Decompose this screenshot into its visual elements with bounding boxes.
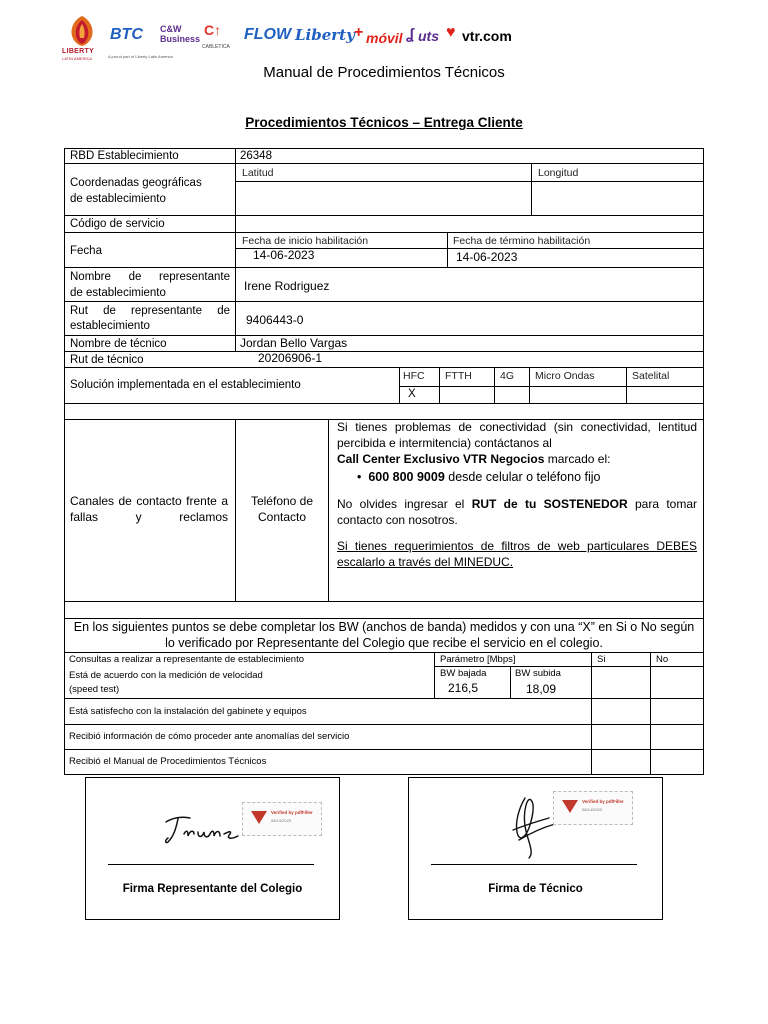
option-satelital: Satelital xyxy=(632,370,670,382)
bw-instructions: En los siguientes puntos se debe completar los BW (anchos de banda) medidos y con una “X” en Si o No según lo verificado por Representante del Colegio que recibe el servicio en el colegio. xyxy=(73,620,695,650)
pdffiller-icon xyxy=(562,800,578,813)
flow-logo: FLOW xyxy=(244,26,292,43)
coords-label-line1: Coordenadas geográficas xyxy=(70,177,202,189)
fecha-termino-value: 14-06-2023 xyxy=(456,250,518,264)
coords-label-line2: de establecimiento xyxy=(70,193,166,205)
ftth-checkbox[interactable] xyxy=(440,387,493,402)
parametro-header: Parámetro [Mbps] xyxy=(440,654,516,665)
movil-logo: móvil xyxy=(366,30,403,46)
fecha-label: Fecha xyxy=(70,245,102,257)
fecha-inicio-label: Fecha de inicio habilitación xyxy=(242,235,369,247)
rut-tecnico-label: Rut de técnico xyxy=(70,354,144,366)
option-hfc: HFC xyxy=(403,370,425,382)
q1-line2: (speed test) xyxy=(69,684,120,695)
stamp-text-left: Verified by pdfFiller xyxy=(271,810,313,815)
bw-bajada-label: BW bajada xyxy=(440,668,487,679)
contact-p2-end: para tomar contacto con nosotros. xyxy=(337,497,697,527)
satelital-checkbox[interactable] xyxy=(627,387,702,402)
codigo-servicio-field[interactable] xyxy=(236,216,702,231)
telefono-label: Teléfono de Contacto xyxy=(250,494,314,524)
signature-label-tecnico: Firma de Técnico xyxy=(488,883,583,895)
rbd-value: 26348 xyxy=(240,150,272,162)
verified-stamp-right xyxy=(553,791,633,825)
contact-p1-end: marcado el: xyxy=(547,452,611,466)
fecha-termino-label: Fecha de término habilitación xyxy=(453,235,591,247)
representante-label-line2: de establecimiento xyxy=(70,287,166,299)
cw-logo-text: C&W Business xyxy=(160,24,201,44)
hfc-selected-mark[interactable]: X xyxy=(408,388,416,400)
micro-ondas-checkbox[interactable] xyxy=(530,387,625,402)
option-ftth: FTTH xyxy=(445,370,472,382)
q3-no-checkbox[interactable] xyxy=(651,725,702,748)
stamp-date-right: 06/14/2023 xyxy=(582,807,603,812)
q3-text: Recibió información de cómo proceder ante anomalías del servicio xyxy=(69,731,350,742)
option-4g: 4G xyxy=(500,370,515,382)
bullet-icon: • xyxy=(357,470,369,484)
brand-logo-row xyxy=(62,14,722,64)
codigo-servicio-label: Código de servicio xyxy=(70,218,165,230)
canales-label: Canales de contacto frente a fallas y reclamos xyxy=(70,494,228,524)
rut-representante-label-line1: Rut de representante de xyxy=(70,305,230,317)
q2-no-checkbox[interactable] xyxy=(651,699,702,723)
liberty-logo-text: LIBERTY xyxy=(62,48,95,55)
verified-stamp-left xyxy=(242,802,322,836)
signature-representante-icon xyxy=(160,808,250,848)
tecnico-label: Nombre de técnico xyxy=(70,338,167,350)
vtr-logo: vtr.com xyxy=(462,28,512,44)
no-header: No xyxy=(656,654,669,665)
contact-paragraph-3: Si tienes requerimientos de filtros de web particulares DEBES escalarlo a través del MINEDUC. xyxy=(337,539,697,569)
movil-plus-icon: + xyxy=(354,24,364,41)
contact-p2-start: No olvides ingresar el xyxy=(337,497,465,511)
contact-phone-number[interactable]: 600 800 9009 xyxy=(368,470,445,484)
q2-si-checkbox[interactable] xyxy=(592,699,649,723)
option-micro-ondas: Micro Ondas xyxy=(535,370,595,382)
delivery-form-table xyxy=(64,148,704,775)
representante-label-line1: Nombre de representante xyxy=(70,271,230,283)
stamp-text-right: Verified by pdfFiller xyxy=(582,799,624,804)
cabletica-logo-icon: C↑ xyxy=(204,22,222,38)
longitud-label: Longitud xyxy=(538,167,579,179)
liberty-logo-subtext: LATIN AMERICA xyxy=(62,56,93,61)
call-center-name: Call Center Exclusivo VTR Negocios xyxy=(337,452,545,466)
rbd-label: RBD Establecimiento xyxy=(70,150,179,162)
phone-bullet xyxy=(357,468,717,486)
cw-business-logo xyxy=(160,24,204,44)
q1-no-checkbox[interactable] xyxy=(651,653,702,697)
latitud-field[interactable] xyxy=(236,182,530,214)
contact-paragraph-1 xyxy=(337,419,697,467)
tagline: A proud part of Liberty Latin America xyxy=(108,54,173,59)
4g-checkbox[interactable] xyxy=(495,387,528,402)
consultas-header: Consultas a realizar a representante de establecimiento xyxy=(69,654,304,665)
solucion-label: Solución implementada en el establecimiento xyxy=(70,379,301,391)
bw-subida-value: 18,09 xyxy=(526,682,557,696)
q1-si-checkbox[interactable] xyxy=(592,653,649,697)
q4-si-checkbox[interactable] xyxy=(592,750,649,773)
cabletica-logo-text: CABLETICA xyxy=(202,44,230,50)
contact-phone-rest: desde celular o teléfono fijo xyxy=(448,470,601,484)
signature-box-representante[interactable] xyxy=(85,777,340,920)
btc-logo: BTC xyxy=(110,26,143,43)
stamp-date-left: 06/14/2023 xyxy=(271,818,292,823)
bw-bajada-value: 216,5 xyxy=(448,681,479,695)
bw-subida-label: BW subida xyxy=(515,668,561,679)
signature-box-tecnico[interactable] xyxy=(408,777,663,920)
rut-representante-label-line2: establecimiento xyxy=(70,320,150,332)
document-title: Manual de Procedimientos Técnicos xyxy=(263,64,505,81)
q2-text: Está satisfecho con la instalación del gabinete y equipos xyxy=(69,706,307,717)
uts-logo-icon: ʆ xyxy=(406,26,415,43)
longitud-field[interactable] xyxy=(532,182,702,214)
fecha-inicio-value: 14-06-2023 xyxy=(253,248,315,262)
contact-paragraph-2 xyxy=(337,496,697,528)
q3-si-checkbox[interactable] xyxy=(592,725,649,748)
liberty-brand-logo: Liberty xyxy=(295,26,355,44)
q1-line1: Está de acuerdo con la medición de velocidad xyxy=(69,670,263,681)
uts-logo: uts xyxy=(418,28,439,44)
q4-no-checkbox[interactable] xyxy=(651,750,702,773)
tecnico-value: Jordan Bello Vargas xyxy=(240,336,348,350)
contact-info-cell xyxy=(337,419,697,570)
rut-sostenedor-text: RUT de tu SOSTENEDOR xyxy=(471,497,628,511)
contact-p1-text: Si tienes problemas de conectividad (sin conectividad, lentitud percibida e intermitencia) contáctanos al xyxy=(337,420,697,450)
rut-representante-value: 9406443-0 xyxy=(246,313,304,327)
rut-tecnico-value: 20206906-1 xyxy=(258,351,323,365)
q4-text: Recibió el Manual de Procedimientos Técnicos xyxy=(69,756,267,767)
latitud-label: Latitud xyxy=(242,167,274,179)
signature-line-right xyxy=(431,864,637,865)
si-header: Si xyxy=(597,654,606,665)
signature-line-left xyxy=(108,864,314,865)
representante-value: Irene Rodriguez xyxy=(244,279,330,293)
signature-label-representante: Firma Representante del Colegio xyxy=(122,883,303,895)
vtr-heart-icon: ♥ xyxy=(446,24,456,41)
document-subtitle: Procedimientos Técnicos – Entrega Cliente xyxy=(245,115,523,130)
pdffiller-icon xyxy=(251,811,267,824)
